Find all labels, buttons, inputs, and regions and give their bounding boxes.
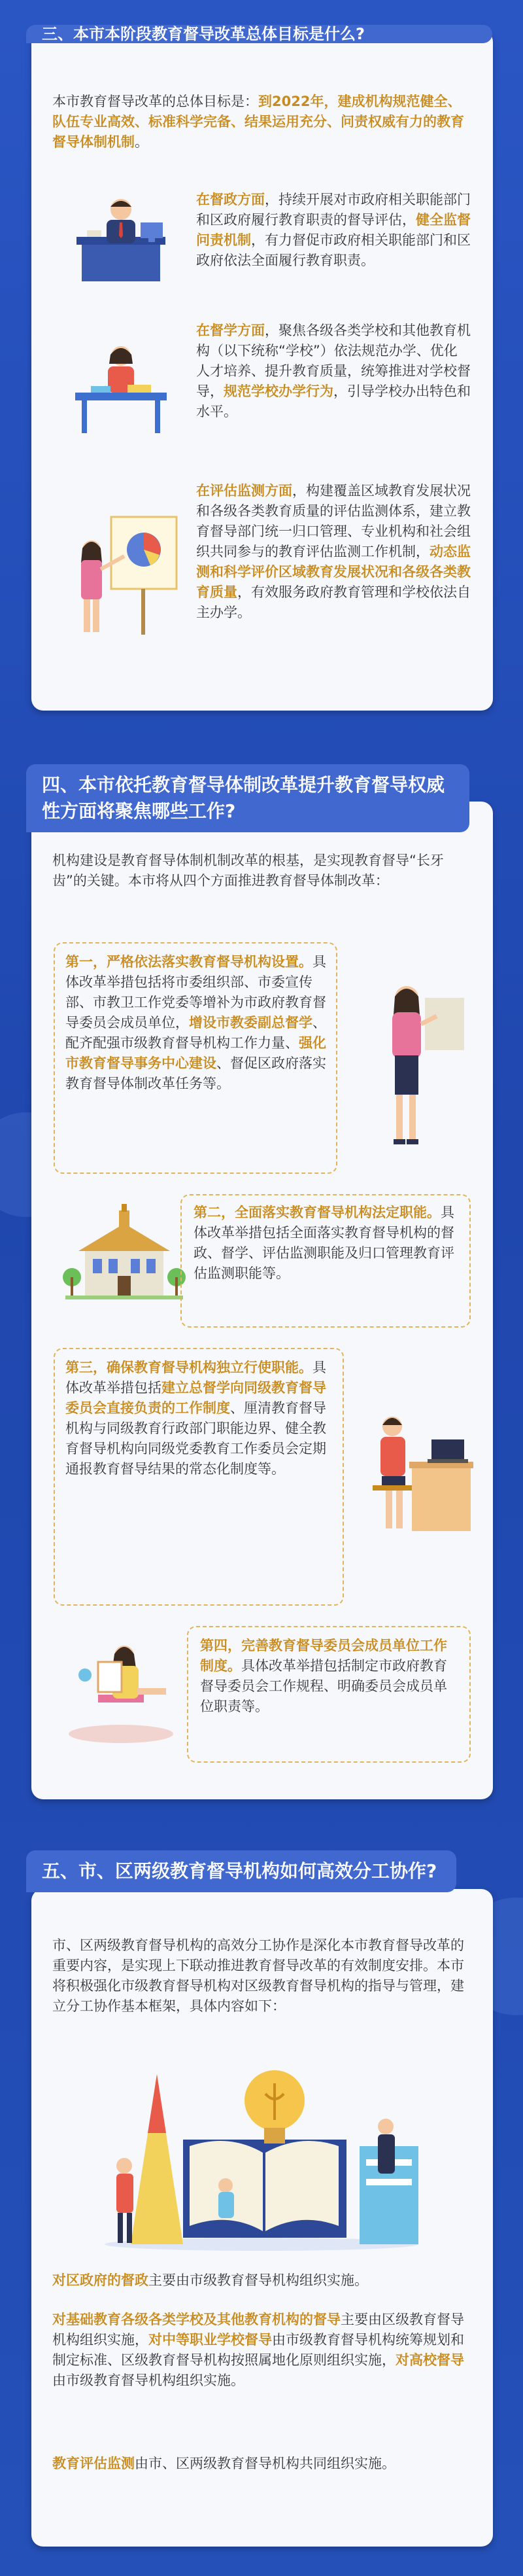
section5-p2: [52, 2310, 471, 2391]
item-text: ，持续开展对市政府相关职能部门和区政府履行教育职责的督导评估，: [196, 192, 471, 228]
woman-reading-illustration: [59, 1616, 183, 1747]
woman-at-laptop-illustration: [360, 1394, 477, 1538]
item-lead: 在评估监测方面: [196, 483, 292, 499]
item-highlight: 动态监测和科学评价区域教育发展状况和各级各类教育质量: [196, 544, 471, 600]
item-text: 具体改革举措包括: [65, 1360, 326, 1396]
item-tail: ，有力督促市政府相关职能部门和区政府依法全面履行教育职责。: [196, 232, 471, 268]
presenter-with-chart-illustration: [59, 510, 183, 641]
item-lead: 第一，严格依法落实教育督导机构设置。: [65, 954, 312, 970]
item-highlight: 健全监督问责机制: [196, 212, 471, 248]
item-highlight: 教育评估监测: [52, 2456, 135, 2471]
item-highlight: 规范学校办学行为: [224, 383, 333, 399]
item-tail: 、厘清教育督导机构与同级教育行政部门职能边界、健全教育督导机构向同级党委教育工作委员会定期通报教育督导结果的常态化制度等。: [65, 1400, 326, 1477]
section3-item-supervise-government: [196, 190, 471, 271]
item-highlight: 增设市教委副总督学: [189, 1015, 312, 1031]
section4-item-4: [200, 1636, 456, 1717]
section3-intro: [52, 92, 471, 152]
people-with-book-and-bulb-illustration: [85, 2055, 438, 2251]
section3-goal: 到2022年，建成机构规范健全、队伍专业高效、标准科学完备、结果运用充分、问责权威有力的教育督导体制机制: [52, 94, 464, 150]
item-highlight-2: 对中等职业学校督导: [148, 2332, 272, 2348]
item-highlight-2: 强化市教育督导事务中心建设: [65, 1035, 326, 1071]
item-mid: 、配齐配强市级教育督导机构工作力量、: [65, 1015, 326, 1051]
item-lead: 在督政方面: [196, 192, 265, 207]
section5-p3: [52, 2454, 471, 2474]
official-at-desk-illustration: [62, 190, 180, 288]
item-text: ，构建覆盖区域教育发展状况和各级各类教育质量的评估监测体系，建立教育督导部门统一归口管理、专业机构和社会组织共同参与的教育评估监测工作机制，: [196, 483, 471, 559]
item-text: 由市、区两级教育督导机构共同组织实施。: [135, 2456, 396, 2471]
item-text: ，聚焦各级各类学校和其他教育机构（以下统称“学校”）依法规范办学、优化人才培养、提升教育质量，统筹推进对学校督导，: [196, 323, 471, 399]
section4-item-3: [65, 1358, 330, 1479]
item-lead: 第四，完善教育督导委员会成员单位工作制度。: [200, 1638, 447, 1674]
item-text: 具体改革举措包括将市委组织部、市委宣传部、市教卫工作党委等增补为市政府教育督导委员会成员单位，: [65, 954, 326, 1031]
teacher-with-board-illustration: [366, 978, 471, 1155]
item-tail: 由市级教育督导机构组织实施。: [52, 2373, 245, 2388]
item-text: 具体改革举措包括全面落实教育督导机构的督政、督学、评估监测职能及归口管理教育评估监测职能等。: [194, 1205, 454, 1281]
section4-item-1: [65, 952, 327, 1094]
section5-title: 五、市、区两级教育督导机构如何高效分工协作?: [26, 1850, 456, 1892]
government-building-illustration: [59, 1204, 190, 1302]
item-highlight: 对区政府的督政: [52, 2272, 148, 2288]
item-tail: ，有效服务政府教育管理和学校依法自主办学。: [196, 584, 471, 620]
item-text: 具体改革举措包括制定市政府教育督导委员会工作规程、明确委员会成员单位职责等。: [200, 1658, 447, 1714]
item-text: 主要由区级教育督导机构组织实施，: [52, 2312, 464, 2348]
item-tail: 、督促区政府落实教育督导体制改革任务等。: [65, 1055, 326, 1091]
section3-item-evaluation-monitoring: [196, 481, 471, 623]
item-tail: ，引导学校办出特色和水平。: [196, 383, 471, 419]
item-text: 主要由市级教育督导机构组织实施。: [148, 2272, 368, 2288]
section5-p1: [52, 2270, 471, 2291]
section3-title: 三、本市本阶段教育督导改革总体目标是什么?: [26, 25, 492, 43]
section3-intro-text: 本市教育督导改革的总体目标是：: [52, 94, 258, 109]
section4-intro: 机构建设是教育督导体制机制改革的根基，是实现教育督导“长牙齿”的关键。本市将从四个方面推进教育督导体制改革：: [52, 853, 444, 889]
section4-item-2: [194, 1203, 455, 1284]
item-highlight-3: 对高校督导: [396, 2352, 464, 2368]
student-at-desk-illustration: [62, 334, 180, 438]
item-lead: 在督学方面: [196, 323, 265, 338]
item-mid: 由市级教育督导机构统筹规划和制定标准、区级教育督导机构按照属地化原则组织实施，: [52, 2332, 464, 2368]
item-lead: 第三，确保教育督导机构独立行使职能。: [65, 1360, 312, 1375]
item-highlight: 建立总督学向同级教育督导委员会直接负责的工作制度: [65, 1380, 326, 1416]
section5-intro: 市、区两级教育督导机构的高效分工协作是深化本市教育督导改革的重要内容，是实现上下联动推进教育督导改革的有效制度安排。本市将积极强化市级教育督导机构对区级教育督导机构的指导与管理，建立分工协作基本框架，具体内容如下：: [52, 1937, 464, 2014]
item-lead: 第二，全面落实教育督导机构法定职能。: [194, 1205, 441, 1220]
section3-item-supervise-schools: [196, 321, 471, 422]
section4-title: 四、本市依托教育督导体制改革提升教育督导权威性方面将聚焦哪些工作?: [26, 764, 469, 832]
section3-intro-end: 。: [135, 134, 148, 150]
item-highlight: 对基础教育各级各类学校及其他教育机构的督导: [52, 2312, 341, 2327]
